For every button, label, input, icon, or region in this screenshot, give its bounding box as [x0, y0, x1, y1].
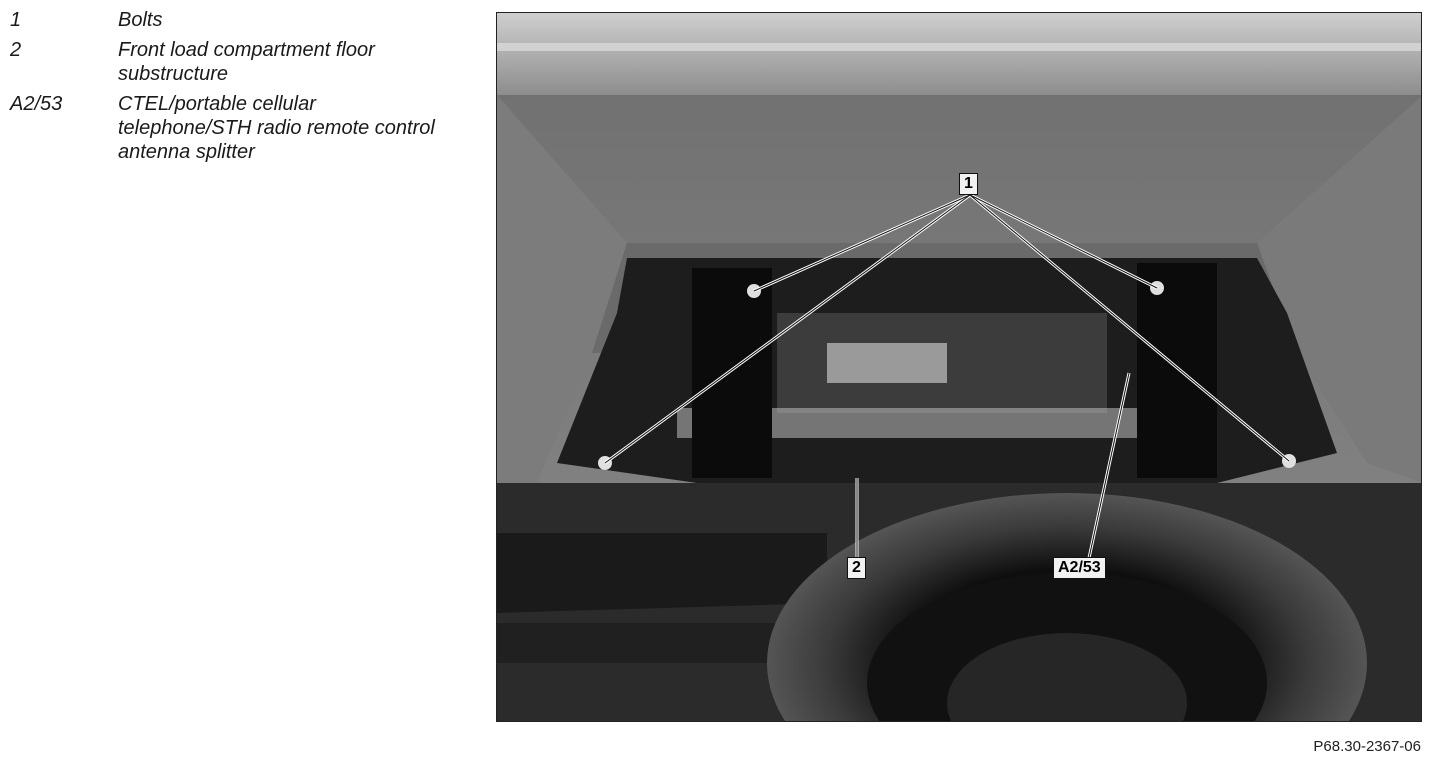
legend-number: 2: [10, 39, 22, 61]
legend-description: CTEL/portable cellular telephone/STH radio remote control antenna splitter: [118, 93, 435, 163]
legend-number: A2/53: [10, 93, 63, 115]
callout-bolts: 1: [959, 173, 978, 195]
legend-description: Front load compartment floor substructure: [118, 39, 375, 85]
load-compartment-photo: [496, 12, 1422, 722]
legend-number: 1: [10, 9, 22, 31]
photo-illustration: [497, 13, 1422, 722]
callout-floor-substructure: 2: [847, 557, 866, 579]
callout-antenna-splitter: A2/53: [1053, 557, 1106, 579]
legend-description: Bolts: [118, 9, 163, 31]
figure-reference-number: P68.30-2367-06: [1313, 738, 1421, 755]
